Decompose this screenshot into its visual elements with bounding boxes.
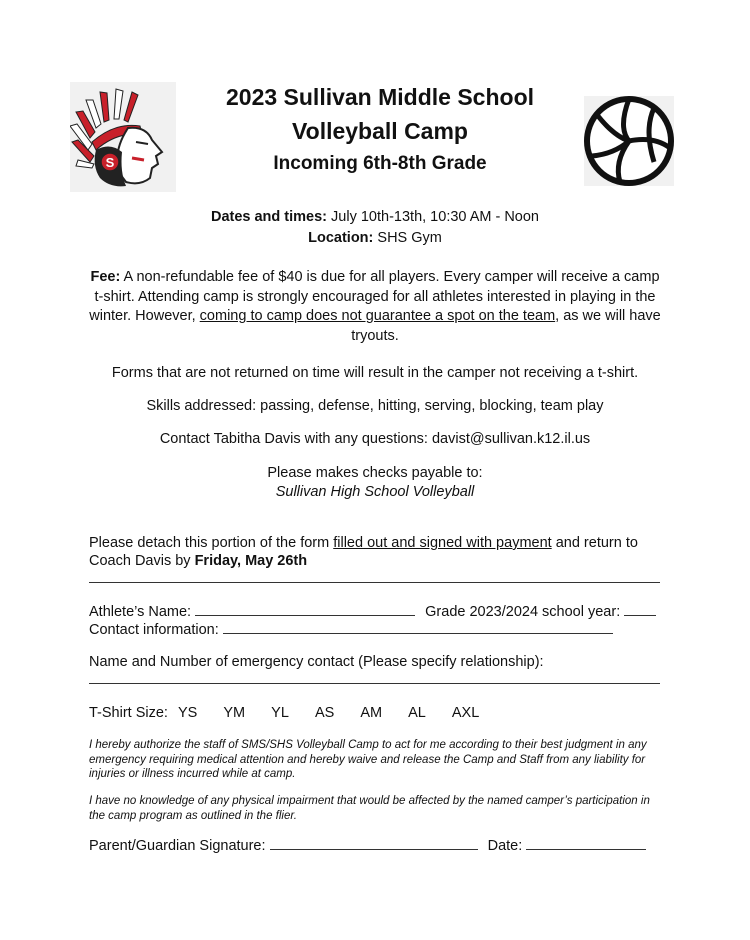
size-option[interactable]: YS: [178, 705, 198, 721]
title-line-3: Incoming 6th-8th Grade: [273, 153, 487, 174]
dates-times: [60, 208, 690, 228]
size-option[interactable]: AS: [314, 705, 335, 721]
volleyball-icon: [584, 96, 674, 186]
impairment-statement: I have no knowledge of any physical impairment that would be affected by the named camper’s participation in the camp program as outlined in the flier.: [89, 795, 650, 822]
dates-label: Dates and times:: [210, 209, 328, 225]
contact-info-field[interactable]: [223, 619, 613, 634]
detach-deadline: Friday, May 26th: [194, 553, 308, 569]
fee-paragraph: [88, 268, 662, 346]
checks-label: Please makes checks payable to:: [267, 465, 483, 481]
detach-text-2: and return to Coach Davis by: [89, 535, 638, 569]
divider-line: [89, 582, 660, 583]
grade-field[interactable]: [624, 601, 656, 616]
emergency-label: Name and Number of emergency contact (Please specify relationship):: [89, 654, 544, 670]
contact-info-row: [89, 619, 669, 639]
date-field[interactable]: [526, 835, 646, 850]
fee-underlined: coming to camp does not guarantee a spot on the team: [199, 308, 556, 324]
page-title: [180, 80, 580, 180]
checks-payee: Sullivan High School Volleyball: [275, 484, 475, 500]
title-line-1: 2023 Sullivan Middle School: [225, 84, 535, 110]
location-value: SHS Gym: [373, 230, 442, 246]
size-option[interactable]: AXL: [451, 705, 480, 721]
title-line-2: Volleyball Camp: [292, 118, 468, 144]
date-label: Date:: [487, 838, 523, 854]
tshirt-size-label: T-Shirt Size:: [89, 705, 168, 721]
detach-underlined: filled out and signed with payment: [333, 535, 552, 551]
size-option[interactable]: YM: [223, 705, 246, 721]
signature-row: [89, 835, 669, 855]
mascot-logo: [70, 82, 176, 192]
athlete-name-label: Athlete’s Name:: [89, 604, 192, 620]
svg-text:S: S: [105, 155, 115, 170]
size-option[interactable]: AL: [408, 705, 426, 721]
size-option[interactable]: AM: [360, 705, 383, 721]
detach-instruction: [89, 534, 669, 570]
detach-text-1: Please detach this portion of the form: [89, 535, 334, 551]
athlete-row: [89, 601, 669, 621]
athlete-name-field[interactable]: [195, 601, 415, 616]
location: [60, 229, 690, 249]
volleyball-logo: [584, 96, 674, 186]
grade-label: Grade 2023/2024 school year:: [425, 604, 621, 620]
authorization-statement: I hereby authorize the staff of SMS/SHS Volleyball Camp to act for me according to their best judgment in any emergency requiring medical attention and hereby waive and release the Camp and Staff from any liability for injuries or illness incurred while at camp.: [89, 739, 647, 780]
signature-field[interactable]: [270, 835, 478, 850]
dates-value: July 10th-13th, 10:30 AM - Noon: [327, 209, 540, 225]
contact-info-label: Contact information:: [89, 622, 219, 638]
signature-label: Parent/Guardian Signature:: [89, 838, 266, 854]
emergency-contact-field[interactable]: [89, 683, 660, 684]
fee-text-2: , as we will have tryouts.: [351, 308, 661, 344]
location-label: Location:: [308, 230, 374, 246]
size-option[interactable]: YL: [271, 705, 289, 721]
fee-text-1: A non-refundable fee of $40 is due for all players. Every camper will receive a camp t-shirt. Attending camp is strongly encouraged for all athletes interested in playing in the winter. However,: [89, 269, 660, 324]
contact-line: Contact Tabitha Davis with any questions: davist@sullivan.k12.il.us: [159, 431, 591, 447]
indian-head-mascot-icon: [70, 82, 176, 192]
fee-label: Fee:: [90, 269, 121, 285]
skills-addressed: Skills addressed: passing, defense, hitting, serving, blocking, team play: [146, 398, 604, 414]
forms-note: Forms that are not returned on time will result in the camper not receiving a t-shirt.: [111, 365, 639, 381]
tshirt-size-row: [89, 704, 669, 722]
